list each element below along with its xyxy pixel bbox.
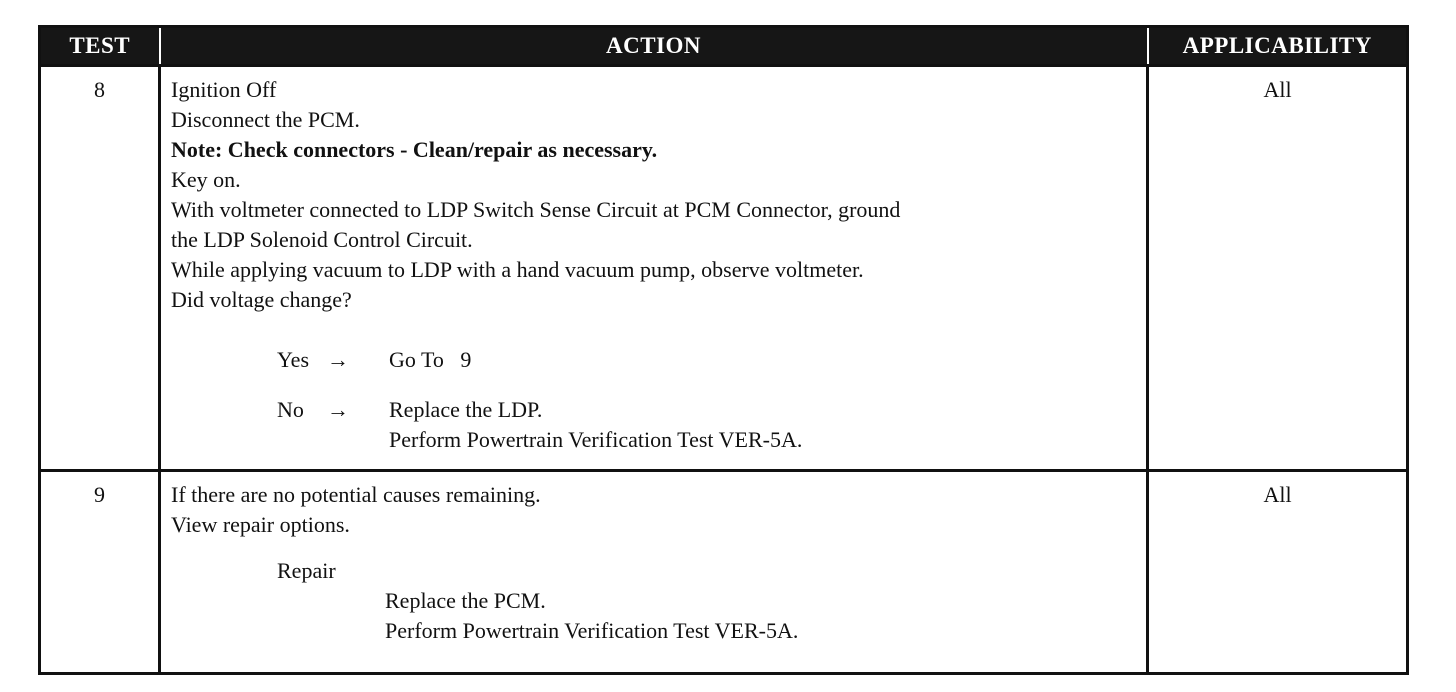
table-row	[40, 66, 1408, 471]
repair-line: Replace the PCM.	[385, 588, 546, 613]
right-arrow-icon: →	[327, 397, 349, 422]
action-line: the LDP Solenoid Control Circuit.	[171, 227, 473, 252]
action-line: Key on.	[171, 167, 241, 192]
applicability-cell	[1148, 66, 1408, 471]
choice-label: Yes	[277, 347, 310, 372]
test-number: 8	[94, 77, 105, 102]
diagnostic-test-table	[38, 25, 1409, 675]
header-test: TEST	[40, 27, 160, 66]
header-applicability: APPLICABILITY	[1148, 27, 1408, 66]
test-number-cell	[40, 66, 160, 471]
table-header-row	[40, 27, 1408, 66]
choice-outcome	[389, 395, 802, 455]
repair-label: Repair	[277, 558, 336, 583]
action-line: If there are no potential causes remaining.	[171, 482, 541, 507]
repair-line: Perform Powertrain Verification Test VER-5A.	[385, 618, 799, 643]
choice-yes	[277, 345, 1136, 375]
test-number: 9	[94, 482, 105, 507]
outcome-line: Perform Powertrain Verification Test VER-5A.	[389, 427, 803, 452]
right-arrow-icon: →	[327, 347, 349, 372]
choice-no	[277, 395, 1136, 455]
repair-options	[385, 586, 1136, 646]
applicability-cell	[1148, 471, 1408, 674]
action-line: Ignition Off	[171, 77, 277, 102]
goto-text: Go To 9	[389, 347, 472, 372]
action-cell	[160, 66, 1148, 471]
choice-label: No	[277, 397, 304, 422]
action-note: Note: Check connectors - Clean/repair as necessary.	[171, 137, 658, 162]
choice-outcome	[389, 345, 471, 375]
applicability-value: All	[1263, 482, 1292, 507]
action-question: Did voltage change?	[171, 287, 352, 312]
test-number-cell	[40, 471, 160, 674]
applicability-value: All	[1263, 77, 1292, 102]
action-line: With voltmeter connected to LDP Switch Sense Circuit at PCM Connector, ground	[171, 197, 901, 222]
table-row	[40, 471, 1408, 674]
action-line: Disconnect the PCM.	[171, 107, 360, 132]
action-cell	[160, 471, 1148, 674]
header-action: ACTION	[160, 27, 1148, 66]
action-line: While applying vacuum to LDP with a hand vacuum pump, observe voltmeter.	[171, 257, 864, 282]
action-line: View repair options.	[171, 512, 350, 537]
outcome-line: Replace the LDP.	[389, 397, 543, 422]
